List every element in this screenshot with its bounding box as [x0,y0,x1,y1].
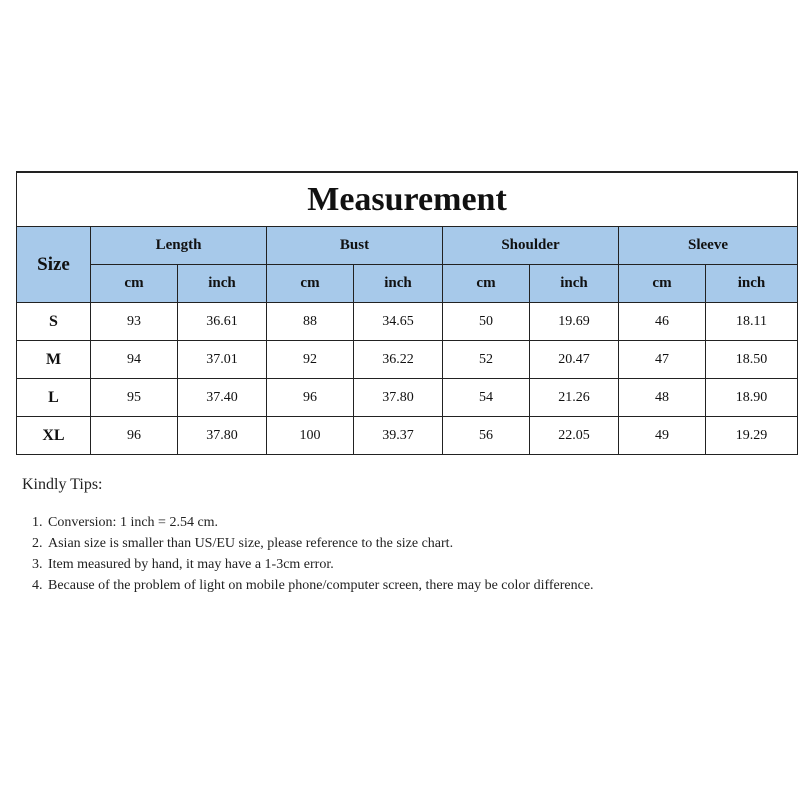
table-cell: 95 [91,379,178,417]
table-cell: 93 [91,303,178,341]
group-header-length: Length [91,227,267,265]
size-label: L [17,379,91,417]
unit-header: cm [619,265,706,303]
table-cell: 92 [267,341,354,379]
table-cell: 18.50 [706,341,798,379]
size-label: S [17,303,91,341]
table-cell: 34.65 [354,303,443,341]
table-cell: 47 [619,341,706,379]
table-row [17,379,798,417]
table-cell: 52 [443,341,530,379]
group-header-bust: Bust [267,227,443,265]
unit-header: inch [530,265,619,303]
table-cell: 37.40 [178,379,267,417]
unit-header: inch [178,265,267,303]
table-cell: 56 [443,417,530,455]
table-cell: 37.80 [178,417,267,455]
table-cell: 21.26 [530,379,619,417]
unit-header: cm [91,265,178,303]
unit-header: cm [267,265,354,303]
table-cell: 22.05 [530,417,619,455]
table-cell: 36.22 [354,341,443,379]
table-cell: 48 [619,379,706,417]
table-cell: 37.80 [354,379,443,417]
table-cell: 94 [91,341,178,379]
tip-item: 2. Asian size is smaller than US/EU size, please reference to the size chart. [46,533,608,554]
table-cell: 36.61 [178,303,267,341]
table-cell: 19.69 [530,303,619,341]
tip-item: 4. Because of the problem of light on mobile phone/computer screen, there may be color difference. [46,575,608,596]
size-table [16,171,798,455]
table-cell: 96 [267,379,354,417]
group-header-shoulder: Shoulder [443,227,619,265]
unit-header: cm [443,265,530,303]
tip-item: 3. Item measured by hand, it may have a 1-3cm error. [46,554,608,575]
table-cell: 18.11 [706,303,798,341]
unit-header: inch [354,265,443,303]
tips-list [22,512,722,596]
table-cell: 37.01 [178,341,267,379]
table-title: Measurement [17,172,798,227]
table-row [17,341,798,379]
tip-item: 1. Conversion: 1 inch = 2.54 cm. [46,512,608,533]
table-cell: 39.37 [354,417,443,455]
table-row [17,303,798,341]
kindly-tips [22,470,722,596]
table-cell: 50 [443,303,530,341]
size-label: M [17,341,91,379]
tips-title: Kindly Tips: [22,476,103,493]
table-cell: 96 [91,417,178,455]
table-cell: 54 [443,379,530,417]
unit-header: inch [706,265,798,303]
table-cell: 88 [267,303,354,341]
table-cell: 100 [267,417,354,455]
table-cell: 49 [619,417,706,455]
table-cell: 46 [619,303,706,341]
table-row [17,417,798,455]
table-cell: 19.29 [706,417,798,455]
table-cell: 20.47 [530,341,619,379]
group-header-sleeve: Sleeve [619,227,798,265]
size-label: XL [17,417,91,455]
size-column-header: Size [17,227,91,303]
size-chart [16,171,797,451]
table-cell: 18.90 [706,379,798,417]
